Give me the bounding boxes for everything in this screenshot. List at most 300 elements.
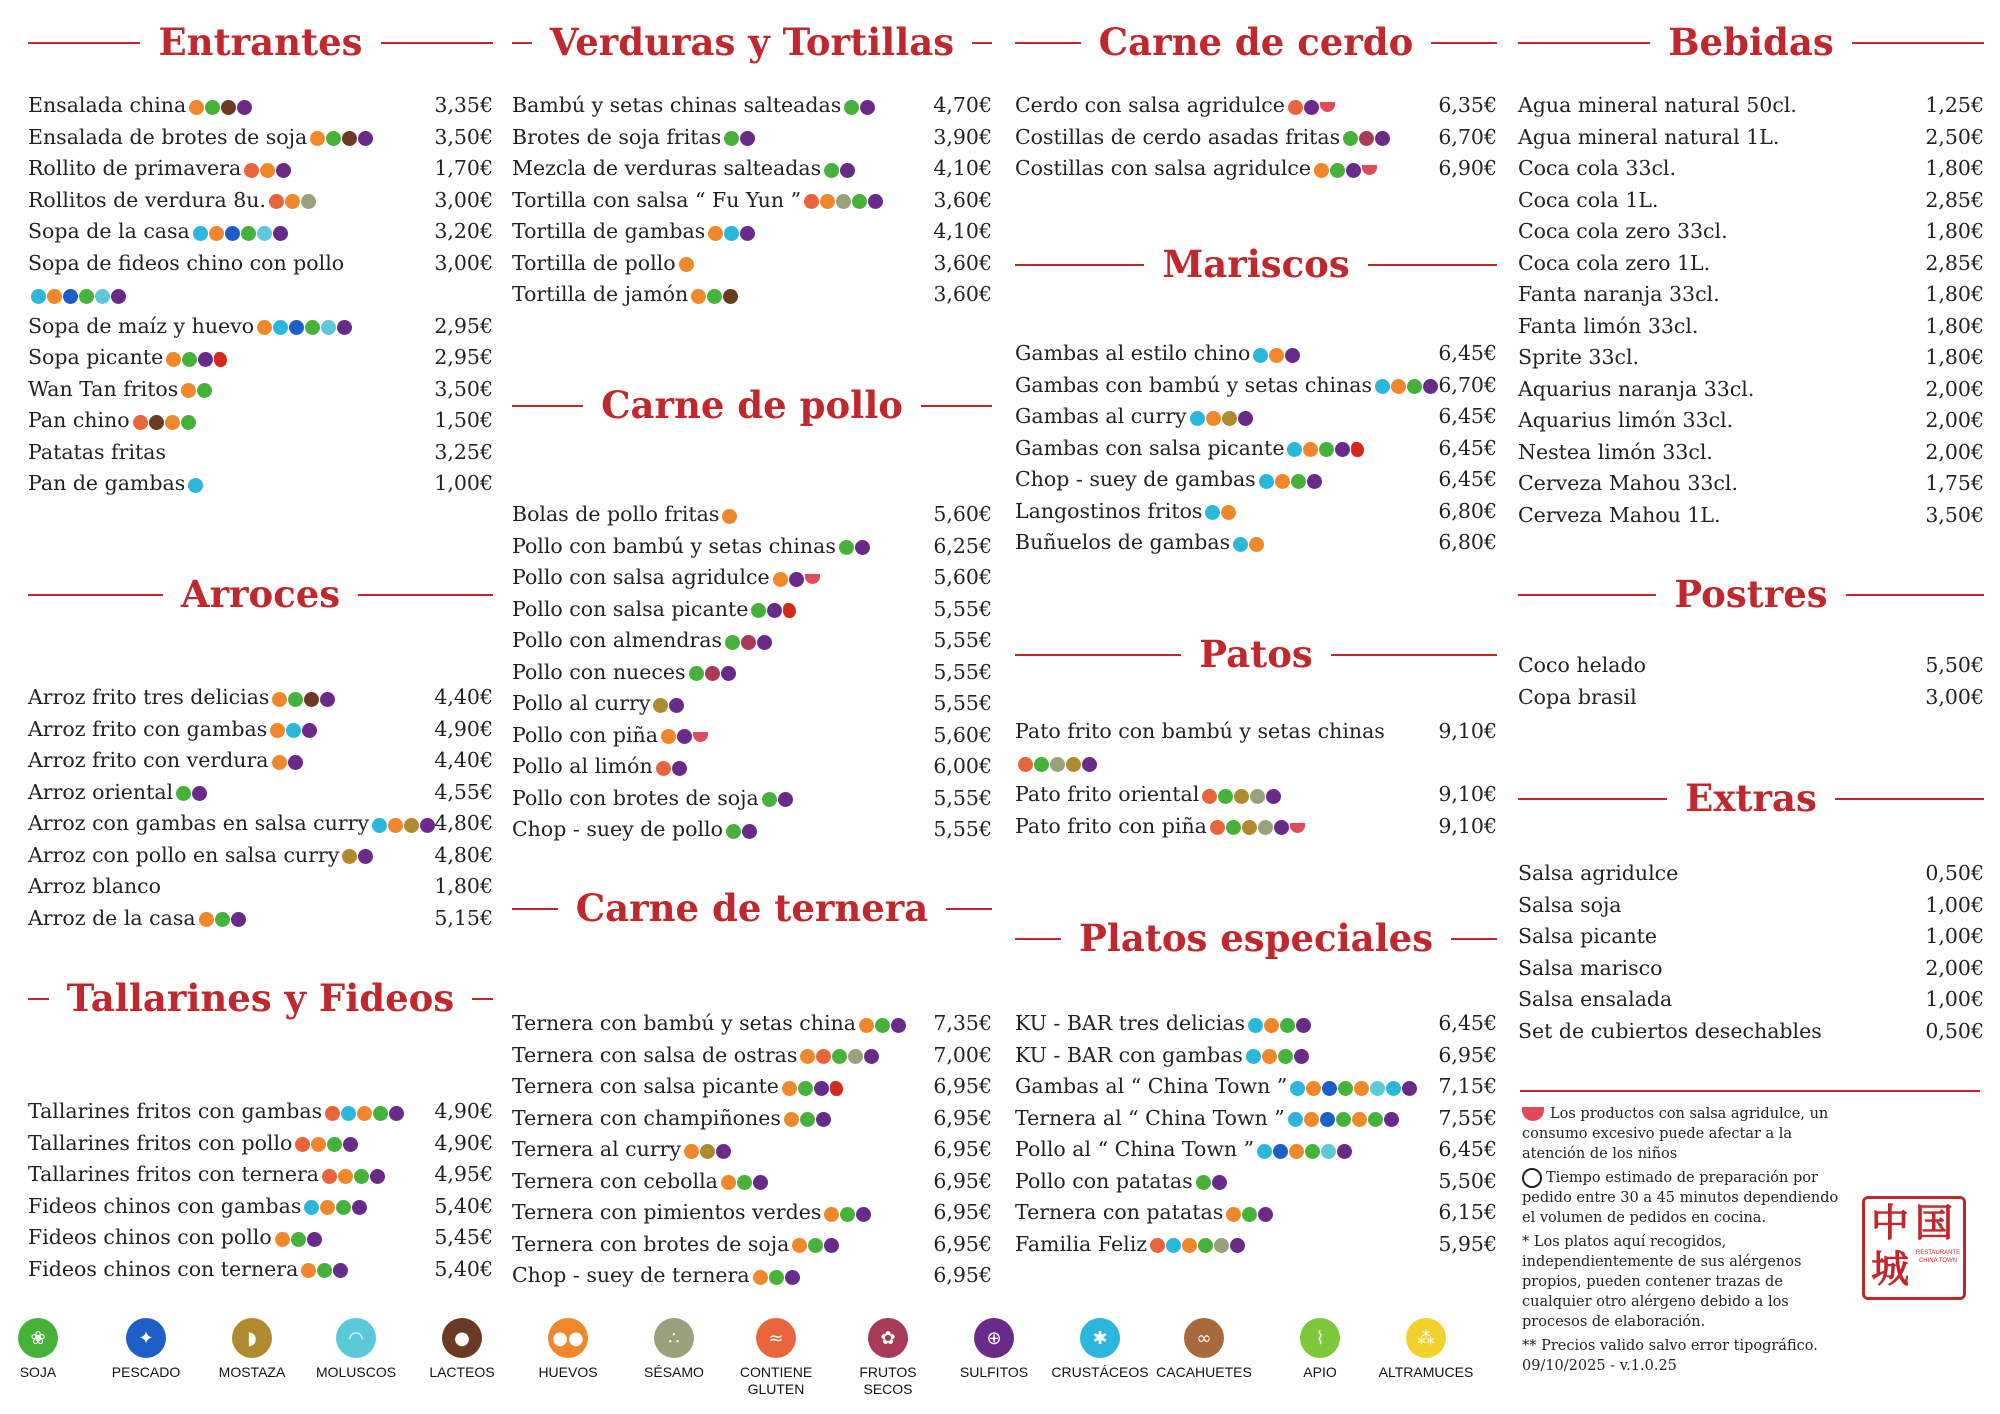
item-list xyxy=(28,90,493,500)
menu-item-name-block xyxy=(1015,1197,1274,1229)
huevos-allergen-icon xyxy=(47,289,62,304)
menu-item-price: 4,80€ xyxy=(434,811,493,835)
menu-item-name-block xyxy=(28,714,318,746)
soja-allergen-icon xyxy=(762,792,777,807)
menu-item-price: 6,45€ xyxy=(1438,1137,1497,1161)
huevos-allergen-icon xyxy=(773,572,788,587)
allergen-icons xyxy=(1210,811,1306,843)
soja-allergen-icon xyxy=(317,1263,332,1278)
gluten-allergen-icon xyxy=(1150,1238,1165,1253)
allergen-icons xyxy=(304,1191,368,1223)
menu-item-price: 9,10€ xyxy=(1438,719,1497,743)
menu-item-name: Sopa de fideos chino con pollo xyxy=(28,250,345,275)
menu-item-name: Cerdo con salsa agridulce xyxy=(1015,93,1285,117)
menu-item xyxy=(512,216,992,248)
allergen-icons xyxy=(244,154,292,186)
section-title-text: Carne de ternera xyxy=(558,886,947,930)
allergen-icons xyxy=(661,720,709,752)
mostaza-allergen-icon xyxy=(700,1144,715,1159)
menu-item-name-block xyxy=(28,777,208,809)
menu-item-name: Sopa de la casa xyxy=(28,219,190,243)
menu-item-name-block xyxy=(1518,650,1646,682)
allergen-icons xyxy=(800,1040,880,1072)
menu-item-name: Costillas con salsa agridulce xyxy=(1015,156,1312,180)
menu-item-price: 1,70€ xyxy=(434,156,493,180)
sesamo-allergen-icon xyxy=(301,194,316,209)
menu-item-name: Cerveza Mahou 33cl. xyxy=(1518,471,1738,495)
menu-item-name: Fanta limón 33cl. xyxy=(1518,313,1699,338)
menu-section xyxy=(28,12,493,495)
allergen-icons xyxy=(762,783,794,815)
huevos-allergen-icon xyxy=(661,729,676,744)
section-header xyxy=(512,375,992,435)
crustaceos-allergen-icon xyxy=(1253,348,1268,363)
menu-item-name: Tallarines fritos con ternera xyxy=(28,1162,319,1186)
soja-allergen-icon xyxy=(215,912,230,927)
menu-item-price: 6,90€ xyxy=(1438,156,1497,180)
menu-item xyxy=(512,720,992,752)
menu-item-name: Pollo con almendras xyxy=(512,628,723,652)
soja-allergen-icon xyxy=(305,320,320,335)
sulfitos-allergen-icon xyxy=(856,1207,871,1222)
menu-item xyxy=(28,1222,493,1254)
section-title xyxy=(512,12,992,72)
allergen-icons xyxy=(372,809,436,841)
menu-item-price: 4,10€ xyxy=(933,219,992,243)
menu-item-price: 6,25€ xyxy=(933,533,992,558)
menu-item xyxy=(28,248,493,311)
menu-item-name: Mezcla de verduras salteadas xyxy=(512,156,822,180)
allergen-icons xyxy=(1190,402,1254,434)
menu-item-price: 1,50€ xyxy=(434,408,493,432)
menu-item xyxy=(512,279,992,311)
picante-allergen-icon xyxy=(214,352,227,367)
menu-item-price: 6,45€ xyxy=(1438,341,1497,365)
pescado-allergen-icon xyxy=(225,226,240,241)
allergen-icons xyxy=(188,469,204,501)
menu-item xyxy=(1015,1103,1497,1135)
sulfitos-allergen-icon xyxy=(672,761,687,776)
lupin-icon: ⁂ xyxy=(1406,1318,1446,1358)
soja-allergen-icon xyxy=(798,1081,813,1096)
menu-item xyxy=(1015,527,1497,559)
huevos-allergen-icon xyxy=(1354,1081,1369,1096)
item-list xyxy=(1015,338,1497,559)
allergen-icons xyxy=(726,815,758,847)
sulfitos-allergen-icon xyxy=(1337,1144,1352,1159)
allergen-icons xyxy=(310,122,374,154)
huevos-allergen-icon xyxy=(753,1270,768,1285)
menu-item-name: Ternera con patatas xyxy=(1015,1200,1224,1224)
menu-item-name-block xyxy=(28,1191,368,1223)
section-title xyxy=(1015,234,1497,294)
menu-item-name-block xyxy=(1518,90,1797,122)
menu-item-price: 5,95€ xyxy=(1438,1231,1497,1256)
menu-item-name: Ensalada de brotes de soja xyxy=(28,124,308,149)
allergen-icons xyxy=(272,683,336,715)
sulfitos-allergen-icon xyxy=(352,1200,367,1215)
menu-item xyxy=(28,122,493,154)
clock-icon xyxy=(1522,1168,1542,1188)
menu-item xyxy=(512,153,992,185)
soja-allergen-icon xyxy=(1226,820,1241,835)
soja-allergen-icon xyxy=(181,415,196,430)
soja-allergen-icon xyxy=(1330,163,1345,178)
menu-item-name-block xyxy=(1518,682,1637,714)
frutos-allergen-icon xyxy=(741,635,756,650)
item-list xyxy=(1518,90,1984,531)
menu-item-name: Salsa ensalada xyxy=(1518,987,1673,1011)
menu-item-price: 4,95€ xyxy=(434,1162,493,1186)
huevos-allergen-icon xyxy=(708,226,723,241)
sulfitos-allergen-icon xyxy=(785,1270,800,1285)
allergen-icons xyxy=(1343,122,1391,154)
sulfitos-allergen-icon xyxy=(855,540,870,555)
soja-allergen-icon xyxy=(769,1270,784,1285)
menu-item xyxy=(1518,90,1984,122)
agridulce-allergen-icon xyxy=(805,574,820,584)
section-title xyxy=(1518,564,1984,624)
fish-icon: ✦ xyxy=(126,1318,166,1358)
huevos-allergen-icon xyxy=(722,509,737,524)
menu-section xyxy=(512,375,992,841)
huevos-allergen-icon xyxy=(357,1106,372,1121)
menu-item-name-block xyxy=(1518,1016,1822,1048)
item-list xyxy=(512,1008,992,1292)
allergen-icons xyxy=(342,840,374,872)
menu-item xyxy=(28,682,493,714)
menu-item-name: Langostinos fritos xyxy=(1015,498,1203,523)
menu-item-name-block xyxy=(512,1134,732,1166)
allergen-icons xyxy=(269,185,317,217)
menu-item-name-block xyxy=(512,185,884,217)
sulfitos-allergen-icon xyxy=(192,786,207,801)
note-tiempo: Tiempo estimado de preparación por pedido entre 30 a 45 minutos dependiendo el volumen de pedidos en cocina. xyxy=(1522,1170,1839,1226)
menu-item xyxy=(28,714,493,746)
huevos-allergen-icon xyxy=(691,289,706,304)
soja-allergen-icon xyxy=(1368,1112,1383,1127)
huevos-allergen-icon xyxy=(338,1169,353,1184)
allergen-icons xyxy=(824,154,856,186)
menu-item-name-block xyxy=(28,437,166,469)
pescado-allergen-icon xyxy=(1320,1112,1335,1127)
menu-item xyxy=(512,688,992,720)
menu-item-name: Coca cola 33cl. xyxy=(1518,156,1677,180)
menu-item-price: 1,80€ xyxy=(1925,313,1984,338)
sulfitos-allergen-icon xyxy=(1274,820,1289,835)
menu-item-price: 2,00€ xyxy=(1925,439,1984,464)
legend-item xyxy=(1270,1318,1370,1381)
crustaceos-allergen-icon xyxy=(286,723,301,738)
menu-item xyxy=(1015,1071,1497,1103)
eggs-icon: ●● xyxy=(548,1318,588,1358)
huevos-allergen-icon xyxy=(270,723,285,738)
menu-item-price: 4,40€ xyxy=(434,685,493,709)
allergen-icons xyxy=(653,689,685,721)
huevos-allergen-icon xyxy=(784,1112,799,1127)
menu-item xyxy=(512,499,992,531)
menu-item-price: 6,95€ xyxy=(933,1074,992,1098)
soja-allergen-icon xyxy=(336,1200,351,1215)
menu-item xyxy=(1518,953,1984,985)
menu-item-name-block xyxy=(1015,527,1265,559)
menu-item xyxy=(1015,464,1497,496)
menu-item-name: Salsa agridulce xyxy=(1518,861,1679,885)
seal-char-2: 国 xyxy=(1915,1200,1954,1245)
allergen-icons xyxy=(1314,154,1378,186)
menu-item-name: Sopa picante xyxy=(28,345,164,369)
menu-item-name-block xyxy=(512,1103,832,1135)
soja-allergen-icon xyxy=(852,194,867,209)
menu-item-name-block xyxy=(512,499,738,531)
huevos-allergen-icon xyxy=(1303,442,1318,457)
huevos-allergen-icon xyxy=(820,194,835,209)
peanut-icon: ∞ xyxy=(1184,1318,1224,1358)
allergen-icons xyxy=(1259,465,1323,497)
menu-item-name: Gambas al “ China Town ” xyxy=(1015,1074,1288,1098)
menu-item xyxy=(28,468,493,500)
menu-item-price: 6,80€ xyxy=(1438,530,1497,554)
lacteos-allergen-icon xyxy=(221,100,236,115)
sulfitos-allergen-icon xyxy=(1258,1207,1273,1222)
legend-label: SOJA xyxy=(19,1364,57,1380)
menu-item-name-block xyxy=(512,625,773,657)
menu-item xyxy=(512,1197,992,1229)
soja-allergen-icon xyxy=(1278,1049,1293,1064)
menu-item-name-block xyxy=(512,248,695,280)
soja-allergen-icon xyxy=(832,1049,847,1064)
allergen-icons xyxy=(708,217,756,249)
menu-item-price: 6,70€ xyxy=(1438,124,1497,149)
menu-section xyxy=(512,878,992,1287)
sulfitos-allergen-icon xyxy=(1346,163,1361,178)
soja-allergen-icon xyxy=(79,289,94,304)
menu-item-price: 3,25€ xyxy=(434,439,493,464)
menu-item-price: 1,80€ xyxy=(1925,219,1984,243)
sulfitos-allergen-icon xyxy=(778,792,793,807)
sulfitos-allergen-icon xyxy=(1402,1081,1417,1096)
menu-item xyxy=(512,531,992,563)
menu-item-price: 7,15€ xyxy=(1438,1074,1497,1098)
menu-item xyxy=(512,1134,992,1166)
menu-item-name: Pato frito con bambú y setas chinas xyxy=(1015,719,1385,743)
menu-item-price: 6,95€ xyxy=(933,1137,992,1161)
mostaza-allergen-icon xyxy=(1234,789,1249,804)
menu-item-name: Bolas de pollo fritas xyxy=(512,502,720,526)
menu-item-name: Ternera con champiñones xyxy=(512,1105,781,1130)
gluten-allergen-icon xyxy=(1210,820,1225,835)
menu-item-name-block xyxy=(1518,216,1728,248)
lacteos-allergen-icon xyxy=(342,131,357,146)
huevos-allergen-icon xyxy=(1391,379,1406,394)
crustaceos-allergen-icon xyxy=(1233,537,1248,552)
soja-allergen-icon xyxy=(1343,131,1358,146)
menu-item-name-block xyxy=(512,657,737,689)
sesamo-allergen-icon xyxy=(1258,820,1273,835)
crustaceos-allergen-icon xyxy=(372,818,387,833)
allergen-icons xyxy=(1018,748,1098,780)
sulfitos-allergen-icon xyxy=(198,352,213,367)
menu-item-name-block xyxy=(1015,1229,1246,1261)
menu-item-name: Bambú y setas chinas salteadas xyxy=(512,93,842,117)
menu-item-name-block xyxy=(1518,248,1710,280)
menu-item-price: 5,60€ xyxy=(933,565,992,589)
menu-item xyxy=(512,562,992,594)
section-title-text: Postres xyxy=(1656,572,1845,616)
menu-item xyxy=(1015,1197,1497,1229)
menu-section xyxy=(28,968,493,1281)
menu-section xyxy=(28,564,493,930)
sulfitos-allergen-icon xyxy=(868,194,883,209)
agridulce-allergen-icon xyxy=(1362,165,1377,175)
menu-item xyxy=(512,90,992,122)
legend-item xyxy=(202,1318,302,1381)
menu-item-price: 5,15€ xyxy=(434,905,493,930)
section-header xyxy=(28,564,493,624)
menu-item-price: 6,45€ xyxy=(1438,435,1497,460)
menu-item-name-block xyxy=(1015,779,1282,811)
menu-item xyxy=(1015,779,1497,811)
menu-item-name: Buñuelos de gambas xyxy=(1015,530,1231,554)
menu-item-name: Arroz blanco xyxy=(28,874,161,898)
menu-item-name-block xyxy=(1518,921,1657,953)
menu-item-price: 3,50€ xyxy=(1925,502,1984,527)
section-title-text: Tallarines y Fideos xyxy=(49,976,472,1020)
sulfitos-allergen-icon xyxy=(1294,1049,1309,1064)
menu-item-price: 0,50€ xyxy=(1925,1018,1984,1043)
section-header xyxy=(1015,12,1497,72)
huevos-allergen-icon xyxy=(1304,1112,1319,1127)
menu-item xyxy=(1518,984,1984,1016)
huevos-allergen-icon xyxy=(782,1081,797,1096)
allergen-icons xyxy=(1375,370,1439,402)
mustard-icon: ◗ xyxy=(232,1318,272,1358)
section-title-text: Verduras y Tortillas xyxy=(532,20,972,64)
menu-item-name: Pan de gambas xyxy=(28,471,186,495)
notes-divider xyxy=(1520,1090,1980,1092)
huevos-allergen-icon xyxy=(684,1144,699,1159)
soja-allergen-icon xyxy=(724,131,739,146)
crustaceos-allergen-icon xyxy=(188,478,203,493)
allergen-icons xyxy=(1248,1009,1312,1041)
menu-item xyxy=(1518,1016,1984,1048)
sulfitos-allergen-icon xyxy=(1230,1238,1245,1253)
menu-item-name-block xyxy=(28,405,197,437)
menu-item-name-block xyxy=(1015,1008,1312,1040)
allergen-icons xyxy=(322,1160,386,1192)
mostaza-allergen-icon xyxy=(404,818,419,833)
sulfitos-allergen-icon xyxy=(757,635,772,650)
huevos-allergen-icon xyxy=(165,415,180,430)
menu-item-price: 6,00€ xyxy=(933,754,992,778)
menu-item xyxy=(1518,248,1984,280)
menu-item-price: 5,55€ xyxy=(933,691,992,715)
legend-label: LACTEOS xyxy=(429,1364,495,1380)
soja-allergen-icon xyxy=(1196,1175,1211,1190)
crustaceos-allergen-icon xyxy=(1246,1049,1261,1064)
mostaza-allergen-icon xyxy=(1242,820,1257,835)
menu-item-name-block xyxy=(28,1159,386,1191)
menu-item-name: Arroz oriental xyxy=(28,779,174,804)
section-title-text: Patos xyxy=(1181,632,1330,676)
allergen-icons xyxy=(751,594,797,626)
menu-item xyxy=(512,1040,992,1072)
sesamo-allergen-icon xyxy=(1050,757,1065,772)
menu-item-name-block xyxy=(28,342,228,374)
soja-allergen-icon xyxy=(1338,1081,1353,1096)
huevos-allergen-icon xyxy=(1269,348,1284,363)
sulfitos-allergen-icon xyxy=(753,1175,768,1190)
section-title xyxy=(28,564,493,624)
menu-item-name-block xyxy=(1015,496,1237,528)
soja-allergen-icon xyxy=(800,1112,815,1127)
menu-item xyxy=(28,342,493,374)
sulfitos-allergen-icon xyxy=(370,1169,385,1184)
menu-item-price: 2,95€ xyxy=(434,345,493,369)
legend-item xyxy=(96,1318,196,1381)
menu-item-name: Tortilla con salsa “ Fu Yun ” xyxy=(512,187,802,212)
sulfitos-allergen-icon xyxy=(1238,411,1253,426)
picante-allergen-icon xyxy=(830,1081,843,1096)
gluten-allergen-icon xyxy=(322,1169,337,1184)
menu-item xyxy=(1518,468,1984,500)
menu-item-name: Pollo al curry xyxy=(512,691,651,715)
seal-char-3: 城 xyxy=(1871,1246,1910,1291)
menu-item-price: 4,90€ xyxy=(434,1099,493,1123)
menu-item xyxy=(1015,153,1497,185)
menu-item xyxy=(28,871,493,903)
menu-item-name-block xyxy=(28,248,344,312)
menu-item-name: Salsa marisco xyxy=(1518,955,1663,980)
soja-allergen-icon xyxy=(1198,1238,1213,1253)
crustaceos-allergen-icon xyxy=(1290,1081,1305,1096)
item-list xyxy=(28,682,493,934)
menu-item-name: Arroz con pollo en salsa curry xyxy=(28,842,340,867)
huevos-allergen-icon xyxy=(189,100,204,115)
sulfitos-allergen-icon xyxy=(716,1144,731,1159)
menu-item-price: 1,00€ xyxy=(434,471,493,495)
menu-item xyxy=(28,311,493,343)
menu-item xyxy=(1015,1166,1497,1198)
allergen-icons xyxy=(839,531,871,563)
menu-item xyxy=(1015,122,1497,154)
menu-item-name: Ternera con bambú y setas china xyxy=(512,1011,856,1035)
crustaceos-allergen-icon xyxy=(1287,442,1302,457)
menu-item-name: Ternera con cebolla xyxy=(512,1168,718,1193)
allergen-icons xyxy=(684,1135,732,1167)
menu-item xyxy=(512,1071,992,1103)
menu-item-name: Tallarines fritos con pollo xyxy=(28,1130,293,1155)
moluscos-allergen-icon xyxy=(1370,1081,1385,1096)
seal-char-1: 中 xyxy=(1871,1200,1910,1245)
notes-panel xyxy=(1522,1104,1842,1380)
soja-allergen-icon xyxy=(1218,789,1233,804)
section-header xyxy=(28,12,493,72)
crustaceos-allergen-icon xyxy=(304,1200,319,1215)
menu-item-price: 5,50€ xyxy=(1925,653,1984,677)
allergen-icons xyxy=(1287,433,1365,465)
sulfitos-allergen-icon xyxy=(864,1049,879,1064)
huevos-allergen-icon xyxy=(320,1200,335,1215)
menu-item-name-block xyxy=(512,720,709,752)
mostaza-allergen-icon xyxy=(653,698,668,713)
sulfitos-allergen-icon xyxy=(320,692,335,707)
menu-item-name: Ensalada china xyxy=(28,93,187,117)
sesamo-allergen-icon xyxy=(1214,1238,1229,1253)
menu-item-name: Gambas con salsa picante xyxy=(1015,435,1285,460)
legend-label: MOSTAZA xyxy=(218,1364,286,1380)
section-title xyxy=(512,375,992,435)
